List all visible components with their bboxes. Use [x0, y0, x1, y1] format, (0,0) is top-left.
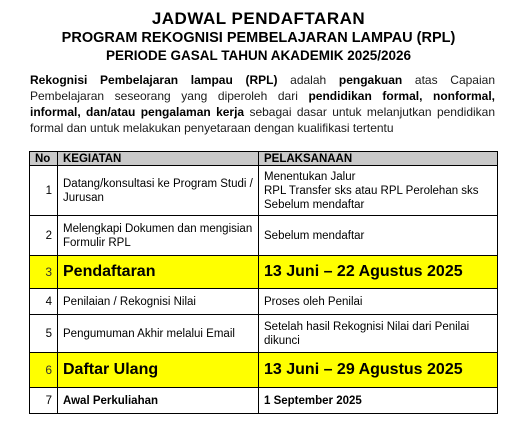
table-row-3	[30, 256, 498, 289]
period-title: PERIODE GASAL TAHUN AKADEMIK 2025/2026	[105, 48, 412, 63]
intro-text-1: adalah	[277, 73, 339, 87]
table-row-1	[30, 166, 498, 216]
row-activity: Datang/konsultasi ke Program Studi / Jurusan	[58, 166, 259, 216]
schedule-table	[29, 151, 498, 414]
row-activity: Pendaftaran	[58, 256, 259, 289]
title-block	[0, 0, 517, 64]
row-no: 7	[30, 388, 58, 414]
header-time: PELAKSANAAN	[259, 152, 498, 166]
row-time: Sebelum mendaftar	[259, 216, 498, 256]
row-activity: Penilaian / Rekognisi Nilai	[58, 289, 259, 315]
row-time: 1 September 2025	[259, 388, 498, 414]
row-no: 4	[30, 289, 58, 315]
intro-paragraph	[30, 72, 495, 136]
row-time: 13 Juni – 29 Agustus 2025	[259, 353, 498, 388]
row-activity: Pengumuman Akhir melalui Email	[58, 315, 259, 353]
row-no: 6	[30, 353, 58, 388]
header-activity: KEGIATAN	[58, 152, 259, 166]
row-time-line-1: Menentukan Jalur	[264, 170, 356, 183]
row-no: 3	[30, 256, 58, 289]
header-no: No	[30, 152, 58, 166]
row-no: 5	[30, 315, 58, 353]
row-time-line-3: Sebelum mendaftar	[264, 198, 365, 211]
row-time	[259, 166, 498, 216]
table-row-6	[30, 353, 498, 388]
row-no: 2	[30, 216, 58, 256]
row-time-line-2: RPL Transfer sks atau RPL Perolehan sks	[264, 184, 479, 197]
row-time: Proses oleh Penilai	[259, 289, 498, 315]
page-title: JADWAL PENDAFTARAN	[151, 9, 366, 28]
table-row-7	[30, 388, 498, 414]
row-activity: Awal Perkuliahan	[58, 388, 259, 414]
row-time: 13 Juni – 22 Agustus 2025	[259, 256, 498, 289]
table-row-4	[30, 289, 498, 315]
program-title: PROGRAM REKOGNISI PEMBELAJARAN LAMPAU (RPL)	[61, 30, 456, 46]
table-row-2	[30, 216, 498, 256]
intro-text-2: atas Capaian Pembelajaran seseorang yang diperoleh dari	[30, 73, 495, 103]
row-no: 1	[30, 166, 58, 216]
row-activity: Melengkapi Dokumen dan mengisian Formulir RPL	[58, 216, 259, 256]
intro-term: Rekognisi Pembelajaran lampau (RPL)	[30, 73, 278, 87]
intro-emphasis-2: pendidikan formal, nonformal, informal, dan/atau pengalaman kerja	[30, 89, 496, 119]
row-activity: Daftar Ulang	[58, 353, 259, 388]
table-row-5	[30, 315, 498, 353]
row-time: Setelah hasil Rekognisi Nilai dari Penilai dikunci	[259, 315, 498, 353]
intro-text-3: sebagai dasar untuk melanjutkan pendidikan formal dan untuk melakukan penyetaraan dengan kualifikasi tertentu	[30, 105, 495, 135]
intro-emphasis-1: pengakuan	[338, 73, 403, 87]
table-header-row	[30, 152, 498, 166]
